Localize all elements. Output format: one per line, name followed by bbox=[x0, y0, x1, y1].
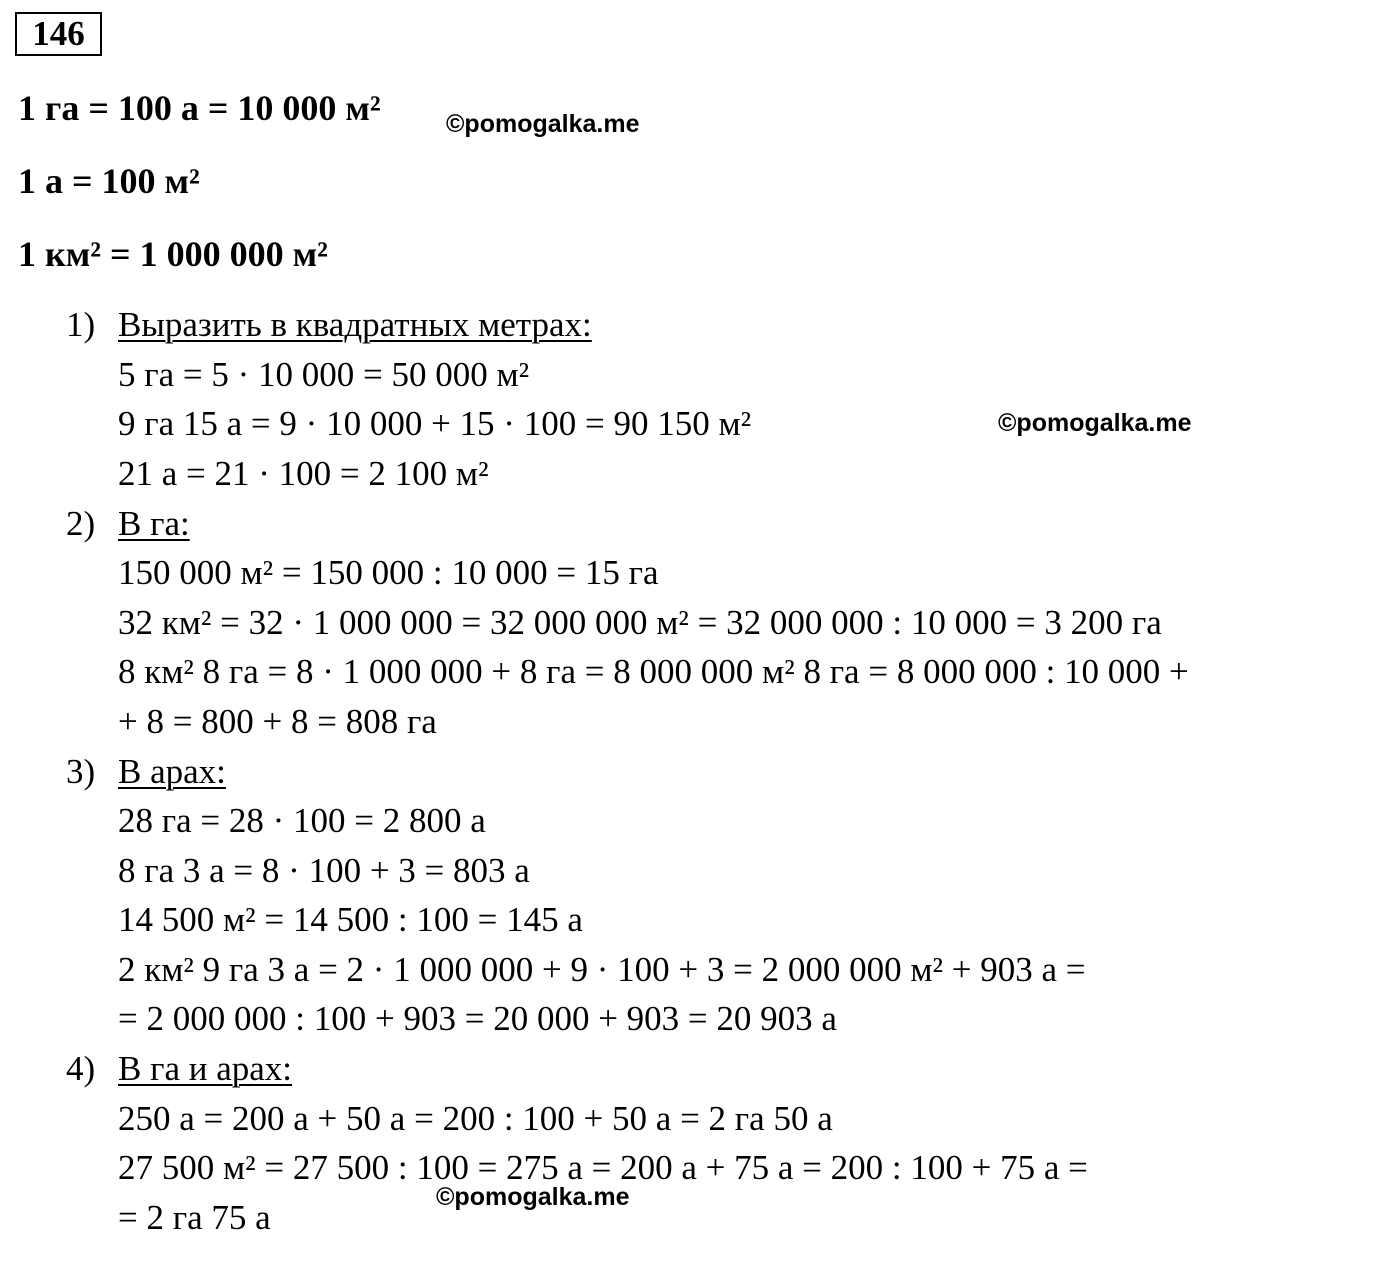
solution-line: 8 км² 8 га = 8 · 1 000 000 + 8 га = 8 000 000 м² 8 га = 8 000 000 : 10 000 + bbox=[118, 652, 1189, 691]
watermark: ©pomogalka.me bbox=[998, 409, 1192, 437]
solution-line: 150 000 м² = 150 000 : 10 000 = 15 га bbox=[118, 553, 659, 592]
item-heading: В арах: bbox=[118, 752, 226, 791]
definition-hectare: 1 га = 100 а = 10 000 м² bbox=[18, 88, 381, 128]
watermark: ©pomogalka.me bbox=[446, 110, 640, 138]
problem-number: 146 bbox=[15, 12, 102, 56]
item-number: 2) bbox=[66, 504, 96, 543]
item-heading: В га: bbox=[118, 504, 190, 543]
solution-line: 32 км² = 32 · 1 000 000 = 32 000 000 м² = 32 000 000 : 10 000 = 3 200 га bbox=[118, 603, 1162, 642]
solution-line: 250 а = 200 а + 50 а = 200 : 100 + 50 а = 2 га 50 а bbox=[118, 1099, 833, 1138]
solution-line: 27 500 м² = 27 500 : 100 = 275 а = 200 а + 75 а = 200 : 100 + 75 а = bbox=[118, 1148, 1088, 1187]
item-number: 4) bbox=[66, 1049, 96, 1088]
definition-km2: 1 км² = 1 000 000 м² bbox=[18, 234, 328, 274]
solution-line: 9 га 15 а = 9 · 10 000 + 15 · 100 = 90 150 м² bbox=[118, 404, 752, 443]
solution-line: 21 а = 21 · 100 = 2 100 м² bbox=[118, 454, 489, 493]
solution-line: 28 га = 28 · 100 = 2 800 а bbox=[118, 801, 486, 840]
solution-line: 8 га 3 а = 8 · 100 + 3 = 803 а bbox=[118, 851, 530, 890]
solution-line: = 2 000 000 : 100 + 903 = 20 000 + 903 = 20 903 а bbox=[118, 999, 837, 1038]
solution-line: 14 500 м² = 14 500 : 100 = 145 а bbox=[118, 900, 583, 939]
item-number: 1) bbox=[66, 305, 96, 344]
solution-line: 2 км² 9 га 3 а = 2 · 1 000 000 + 9 · 100 + 3 = 2 000 000 м² + 903 а = bbox=[118, 950, 1086, 989]
solution-line: = 2 га 75 а bbox=[118, 1198, 271, 1237]
item-number: 3) bbox=[66, 752, 96, 791]
solution-line: + 8 = 800 + 8 = 808 га bbox=[118, 702, 437, 741]
solution-line: 5 га = 5 · 10 000 = 50 000 м² bbox=[118, 355, 530, 394]
item-heading: В га и арах: bbox=[118, 1049, 293, 1088]
item-heading: Выразить в квадратных метрах: bbox=[118, 305, 592, 344]
definition-are: 1 а = 100 м² bbox=[18, 161, 200, 201]
watermark: ©pomogalka.me bbox=[436, 1183, 630, 1211]
